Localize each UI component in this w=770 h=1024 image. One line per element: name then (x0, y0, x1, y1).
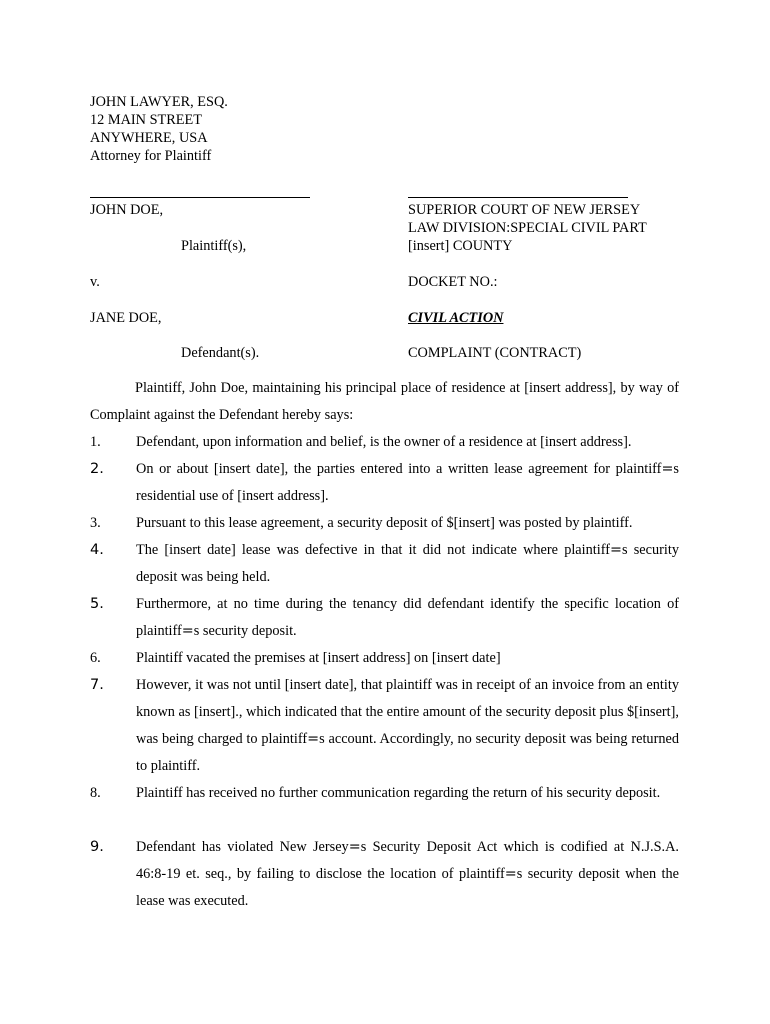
paragraph-number: 8. (90, 785, 101, 801)
paragraph-number: 2. (90, 461, 104, 477)
caption-rule-left (90, 197, 310, 198)
document-type: COMPLAINT (CONTRACT) (408, 345, 582, 361)
paragraph-number: 3. (90, 515, 101, 531)
docket-number: DOCKET NO.: (408, 274, 498, 290)
attorney-name: JOHN LAWYER, ESQ. (90, 94, 228, 110)
paragraph-number: 7. (90, 677, 104, 693)
paragraph-text: Pursuant to this lease agreement, a security deposit of $[insert] was posted by plaintiff. (136, 515, 633, 531)
attorney-street: 12 MAIN STREET (90, 112, 202, 128)
court-name: SUPERIOR COURT OF NEW JERSEY (408, 202, 641, 218)
plaintiff-name: JOHN DOE, (90, 202, 164, 218)
paragraph-text: On or about [insert date], the parties entered into a written lease agreement for plaintiff=s residential use of [insert address]. (136, 461, 679, 504)
paragraph-number: 1. (90, 434, 101, 450)
paragraph-text: Furthermore, at no time during the tenancy did defendant identify the specific location of plaintiff=s security deposit. (136, 596, 679, 639)
caption-rule-right (408, 197, 628, 198)
attorney-role: Attorney for Plaintiff (90, 148, 212, 164)
versus-label: v. (90, 274, 100, 290)
paragraph-number: 6. (90, 650, 101, 666)
paragraph-text: Defendant has violated New Jersey=s Security Deposit Act which is codified at N.J.S.A. 46:8-19 et. seq., by failing to disclose the location of plaintiff=s security deposit when the lease was executed. (136, 839, 680, 909)
civil-action-heading: CIVIL ACTION (408, 310, 504, 326)
plaintiff-label: Plaintiff(s), (181, 238, 247, 254)
paragraph-text: Plaintiff vacated the premises at [insert address] on [insert date] (136, 650, 501, 666)
complaint-intro: Plaintiff, John Doe, maintaining his principal place of residence at [insert address], by way of Complaint against the Defendant hereby says: (90, 380, 679, 423)
attorney-city: ANYWHERE, USA (90, 130, 208, 146)
paragraph-text: However, it was not until [insert date], that plaintiff was in receipt of an invoice from an entity known as [insert]., which indicated that the entire amount of the security deposit plus $[insert], was being charged to plaintiff=s account. Accordingly, no security deposit was being returned to plaintiff. (136, 677, 679, 774)
defendant-label: Defendant(s). (181, 345, 260, 361)
paragraph-number: 4. (90, 542, 104, 558)
court-division: LAW DIVISION:SPECIAL CIVIL PART (408, 220, 647, 236)
paragraph-text: The [insert date] lease was defective in that it did not indicate where plaintiff=s security deposit was being held. (136, 542, 679, 585)
paragraph-number: 9. (90, 839, 104, 855)
court-county: [insert] COUNTY (408, 238, 513, 254)
paragraph-text: Defendant, upon information and belief, is the owner of a residence at [insert address]. (136, 434, 632, 450)
defendant-name: JANE DOE, (90, 310, 162, 326)
paragraph-number: 5. (90, 596, 104, 612)
paragraph-text: Plaintiff has received no further communication regarding the return of his security deposit. (136, 785, 661, 801)
